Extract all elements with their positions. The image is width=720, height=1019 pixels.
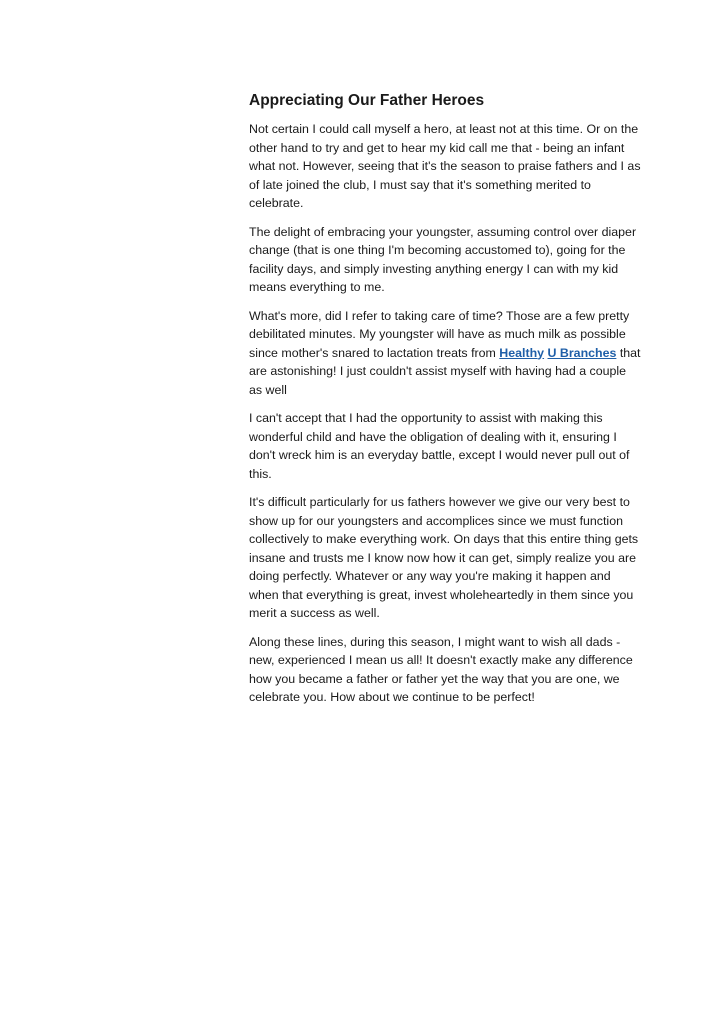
paragraph-6: Along these lines, during this season, I might want to wish all dads - new, experienced I mean us all! It doesn't exactly make any difference how you became a father or father yet the way that you are one, we celebrate you. How about we continue to be perfect! bbox=[249, 634, 633, 704]
paragraph-5: It's difficult particularly for us fathers however we give our very best to show up for our youngsters and accomplices since we must function collectively to make everything work. On days that this entire thing gets insane and trusts me I know now how it can get, simply realize you are doing perfectly. Whatever or any way you're making it happen and when that everything is great, invest wholeheartedly in them since you merit a success as well. bbox=[249, 495, 639, 620]
article-title: Appreciating Our Father Heroes bbox=[249, 92, 485, 109]
article-body bbox=[249, 90, 641, 717]
paragraph-4: I can't accept that I had the opportunity to assist with making this wonderful child and have the obligation of dealing with it, ensuring I don't wreck him is an everyday battle, except I would never pull out of this. bbox=[249, 411, 630, 481]
paragraph-3-text-before: What's more, did I refer to taking care of time? Those are a few pretty debilitated minutes. My youngster will have as much milk as possible since mother's snared to lactation treats from bbox=[249, 308, 630, 360]
paragraph-3-text-after: that are astonishing! I just couldn't assist myself with having had a couple as well bbox=[249, 345, 641, 397]
paragraph-1: Not certain I could call myself a hero, at least not at this time. Or on the other hand to try and get to hear my kid call me that - being an infant what not. However, seeing that it's the season to praise fathers and I as of late joined the club, I must say that it's something merited to celebrate. bbox=[249, 122, 641, 210]
u-branches-link[interactable]: U Branches bbox=[547, 345, 617, 360]
paragraph-3 bbox=[249, 307, 641, 400]
healthy-link[interactable]: Healthy bbox=[499, 345, 545, 360]
paragraph-2: The delight of embracing your youngster, assuming control over diaper change (that is one thing I'm becoming accustomed to), going for the facility days, and simply investing anything energy I can with my kid means everything to me. bbox=[249, 224, 637, 294]
